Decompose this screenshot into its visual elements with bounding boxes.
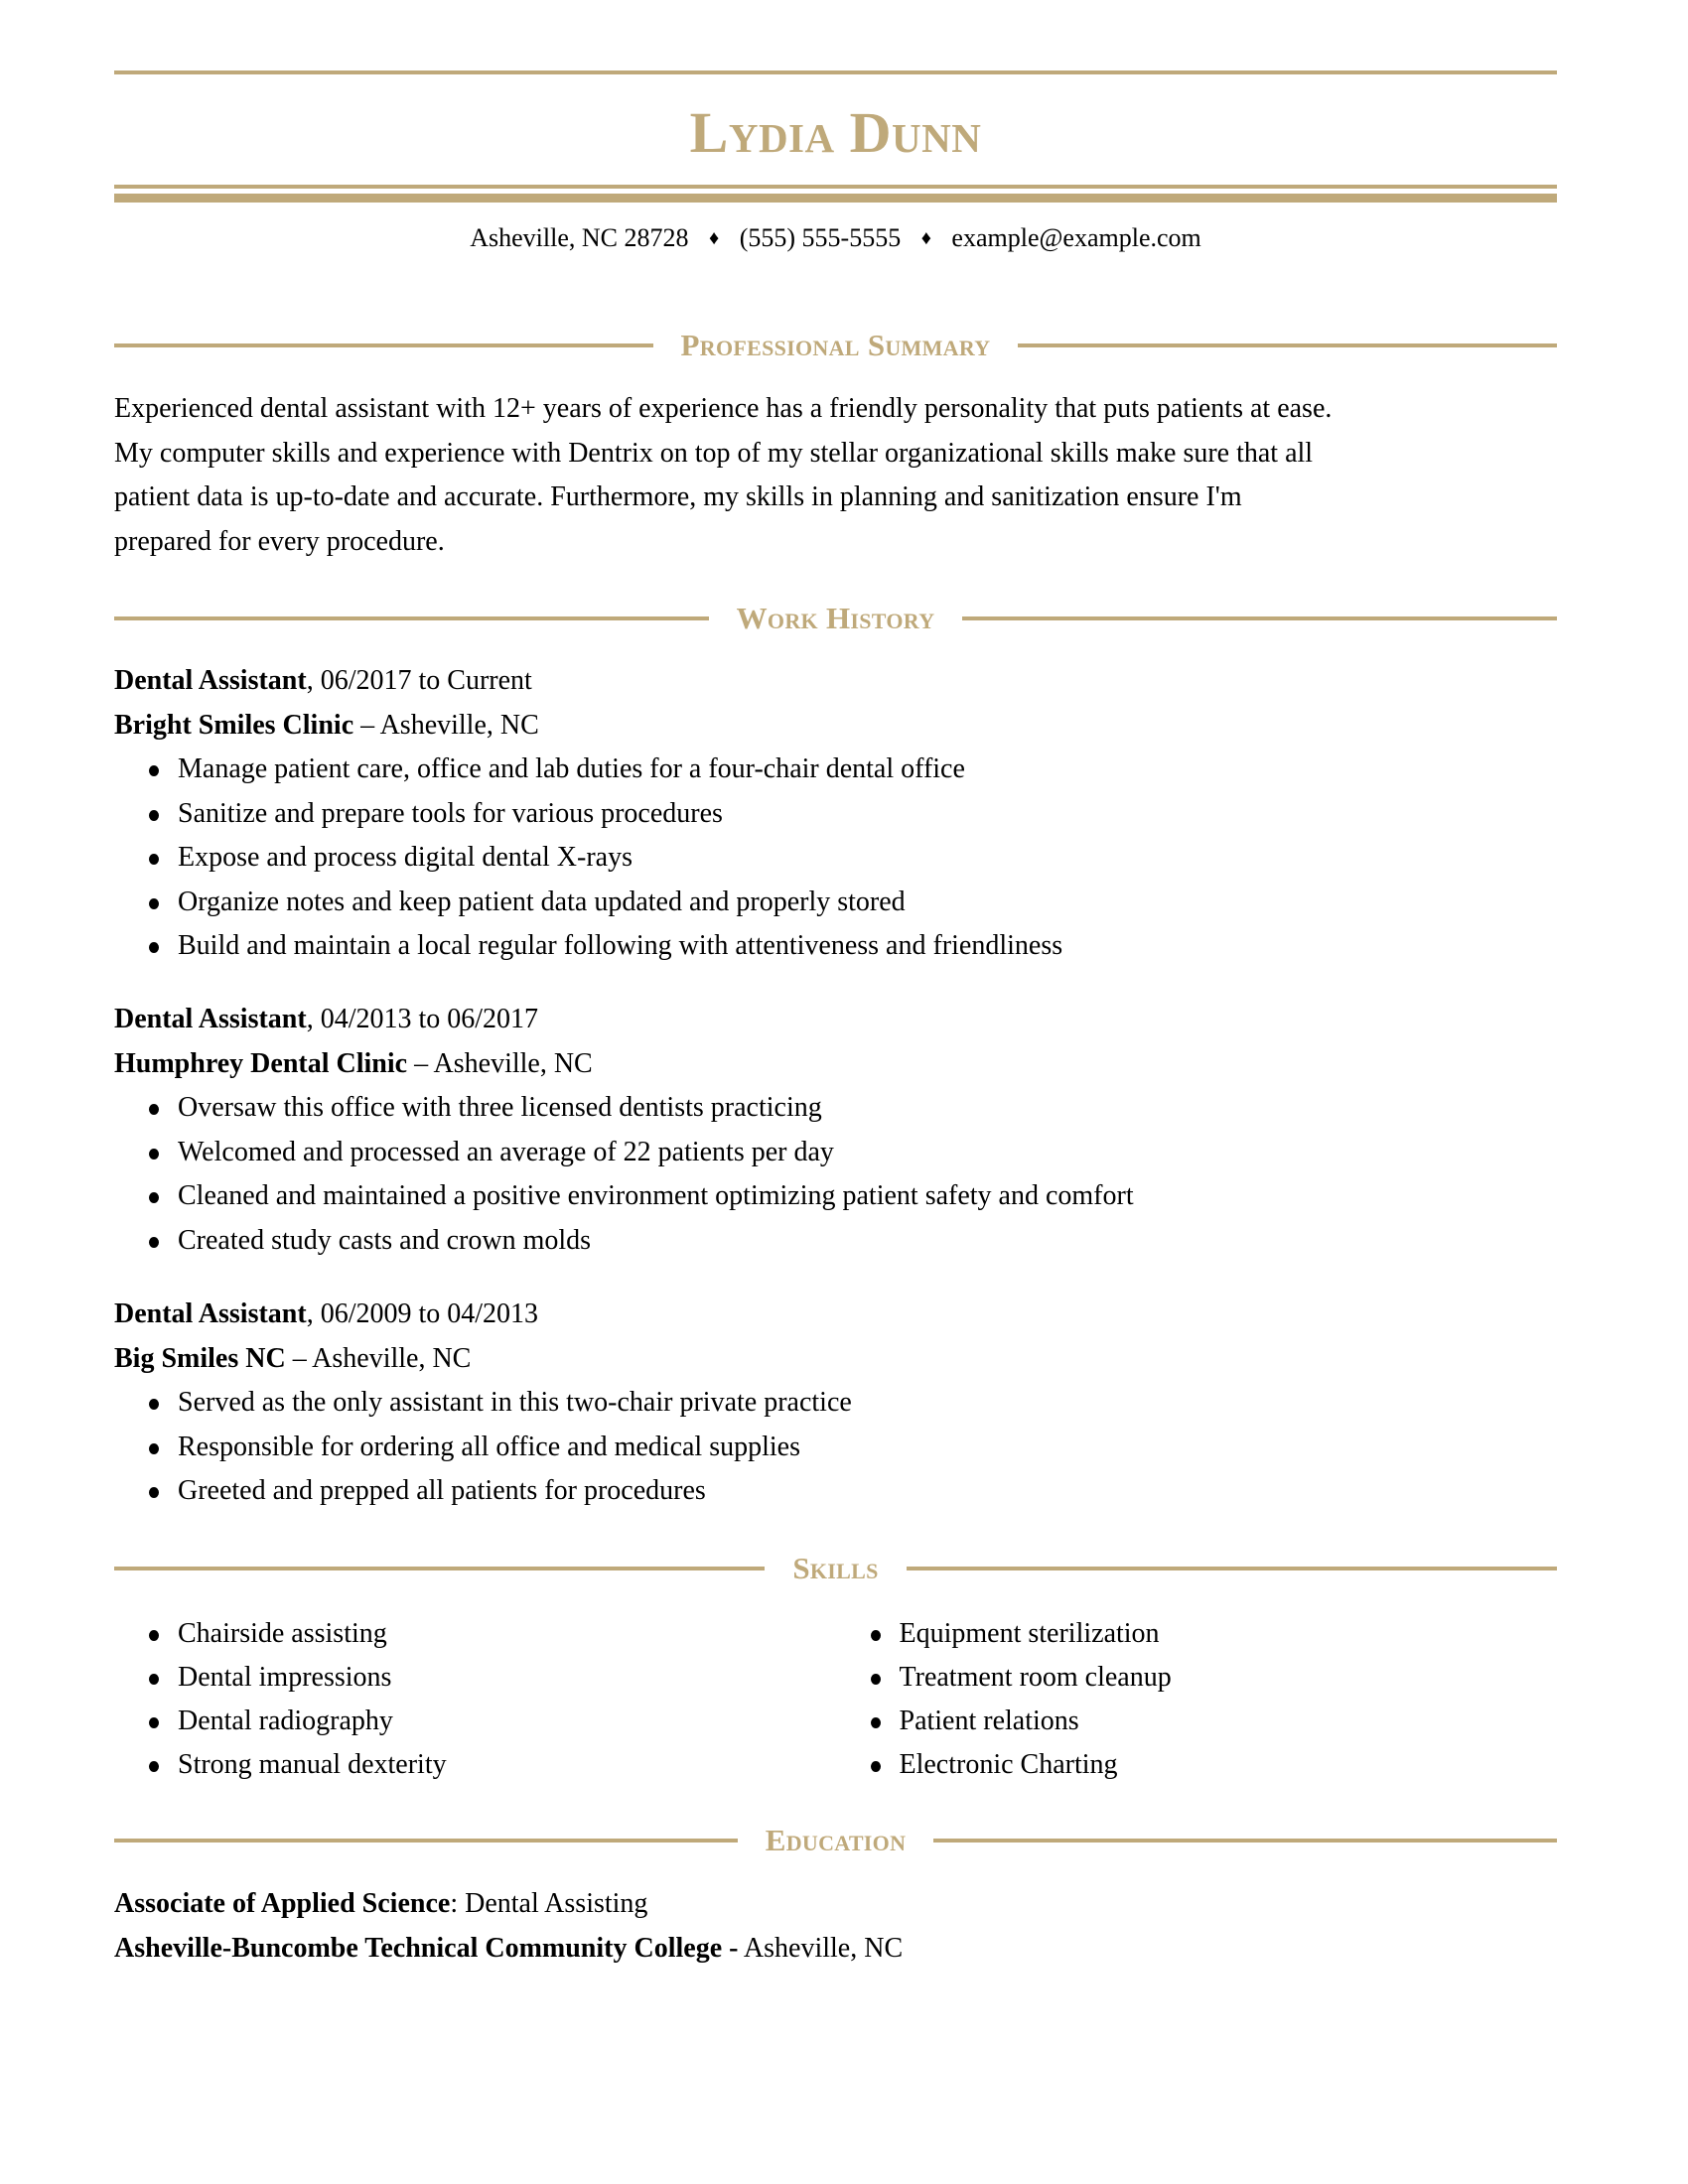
job-company-row	[114, 1042, 1557, 1087]
job-title-row	[114, 1293, 1557, 1337]
bullet-item: Welcomed and processed an average of 22 patients per day	[114, 1131, 1557, 1175]
bullet-item: Created study casts and crown molds	[114, 1219, 1557, 1264]
skill-item: Treatment room cleanup	[836, 1656, 1558, 1700]
job-title-row	[114, 659, 1557, 704]
summary-line: Experienced dental assistant with 12+ years of experience has a friendly personality that puts patients at ease.	[114, 393, 1333, 424]
skills-list	[114, 1612, 1557, 1787]
bullet-item: Responsible for ordering all office and medical supplies	[114, 1426, 1557, 1470]
job-dates: , 04/2013 to 06/2017	[306, 1004, 539, 1034]
job-dates: , 06/2009 to 04/2013	[306, 1298, 539, 1329]
degree-row	[114, 1882, 1557, 1927]
job-company-row	[114, 704, 1557, 749]
bullet-item: Cleaned and maintained a positive environment optimizing patient safety and comfort	[114, 1174, 1557, 1219]
skill-item: Dental radiography	[114, 1700, 836, 1743]
skill-item: Chairside assisting	[114, 1612, 836, 1656]
degree: Associate of Applied Science	[114, 1888, 451, 1919]
summary-text	[114, 387, 1557, 564]
job-title-row	[114, 998, 1557, 1042]
job-bullets	[114, 1381, 1557, 1514]
bullet-item: Build and maintain a local regular following with attentiveness and friendliness	[114, 924, 1557, 969]
skills-column-right	[836, 1612, 1558, 1787]
contact-line	[114, 220, 1557, 258]
job-title: Dental Assistant	[114, 1004, 307, 1034]
heading-rule-right	[907, 1567, 1557, 1570]
skill-item: Dental impressions	[114, 1656, 836, 1700]
skill-item: Strong manual dexterity	[114, 1743, 836, 1787]
bullet-item: Greeted and prepped all patients for procedures	[114, 1469, 1557, 1514]
summary-line: My computer skills and experience with Dentrix on top of my stellar organizational skills make sure that all	[114, 437, 1314, 469]
contact-location: Asheville, NC 28728	[470, 223, 689, 252]
job-bullets	[114, 748, 1557, 969]
heading-rule-left	[114, 1839, 738, 1843]
summary-line: prepared for every procedure.	[114, 525, 445, 557]
section-title: Education	[765, 1823, 907, 1857]
job-title: Dental Assistant	[114, 665, 307, 696]
job-entry	[114, 998, 1557, 1263]
school-row	[114, 1927, 1557, 1972]
job-company-row	[114, 1337, 1557, 1382]
diamond-separator-icon: ♦	[709, 227, 720, 249]
job-location: – Asheville, NC	[353, 709, 539, 741]
section-title: Professional Summary	[680, 328, 991, 362]
contact-email: example@example.com	[951, 223, 1201, 252]
name-divider-thin	[114, 185, 1557, 189]
job-entry	[114, 1293, 1557, 1514]
heading-rule-left	[114, 1567, 765, 1570]
diamond-separator-icon: ♦	[920, 227, 931, 249]
job-bullets	[114, 1086, 1557, 1263]
heading-rule-right	[962, 616, 1557, 620]
field-of-study: : Dental Assisting	[450, 1888, 648, 1919]
skill-item: Patient relations	[836, 1700, 1558, 1743]
heading-rule-right	[933, 1839, 1557, 1843]
section-heading-skills	[114, 1549, 1557, 1588]
skill-item: Electronic Charting	[836, 1743, 1558, 1787]
job-entry	[114, 659, 1557, 969]
section-heading-summary	[114, 326, 1557, 365]
skills-column-left	[114, 1612, 836, 1787]
bullet-item: Expose and process digital dental X-rays	[114, 836, 1557, 881]
candidate-name: Lydia Dunn	[689, 100, 982, 165]
job-company: Humphrey Dental Clinic	[114, 1047, 408, 1079]
job-company: Bright Smiles Clinic	[114, 709, 354, 741]
bullet-item: Organize notes and keep patient data updated and properly stored	[114, 881, 1557, 925]
top-divider	[114, 70, 1557, 74]
job-location: – Asheville, NC	[407, 1047, 593, 1079]
job-dates: , 06/2017 to Current	[306, 665, 532, 696]
bullet-item: Oversaw this office with three licensed dentists practicing	[114, 1086, 1557, 1131]
school-location: Asheville, NC	[738, 1932, 904, 1964]
bullet-item: Sanitize and prepare tools for various procedures	[114, 792, 1557, 837]
heading-rule-left	[114, 343, 653, 347]
job-title: Dental Assistant	[114, 1298, 307, 1329]
section-title: Work History	[736, 601, 935, 635]
bullet-item: Manage patient care, office and lab duties for a four-chair dental office	[114, 748, 1557, 792]
job-company: Big Smiles NC	[114, 1342, 286, 1374]
job-location: – Asheville, NC	[285, 1342, 472, 1374]
name-divider-thick	[114, 194, 1557, 203]
contact-phone: (555) 555-5555	[739, 223, 902, 252]
summary-line: patient data is up-to-date and accurate. Furthermore, my skills in planning and sanitization ensure I'm	[114, 481, 1242, 512]
skill-item: Equipment sterilization	[836, 1612, 1558, 1656]
section-title: Skills	[792, 1551, 879, 1585]
section-heading-work	[114, 599, 1557, 638]
heading-rule-right	[1018, 343, 1557, 347]
education-entry	[114, 1882, 1557, 1971]
section-heading-education	[114, 1821, 1557, 1860]
school-name: Asheville-Buncombe Technical Community College -	[114, 1932, 739, 1964]
heading-rule-left	[114, 616, 709, 620]
bullet-item: Served as the only assistant in this two-chair private practice	[114, 1381, 1557, 1426]
